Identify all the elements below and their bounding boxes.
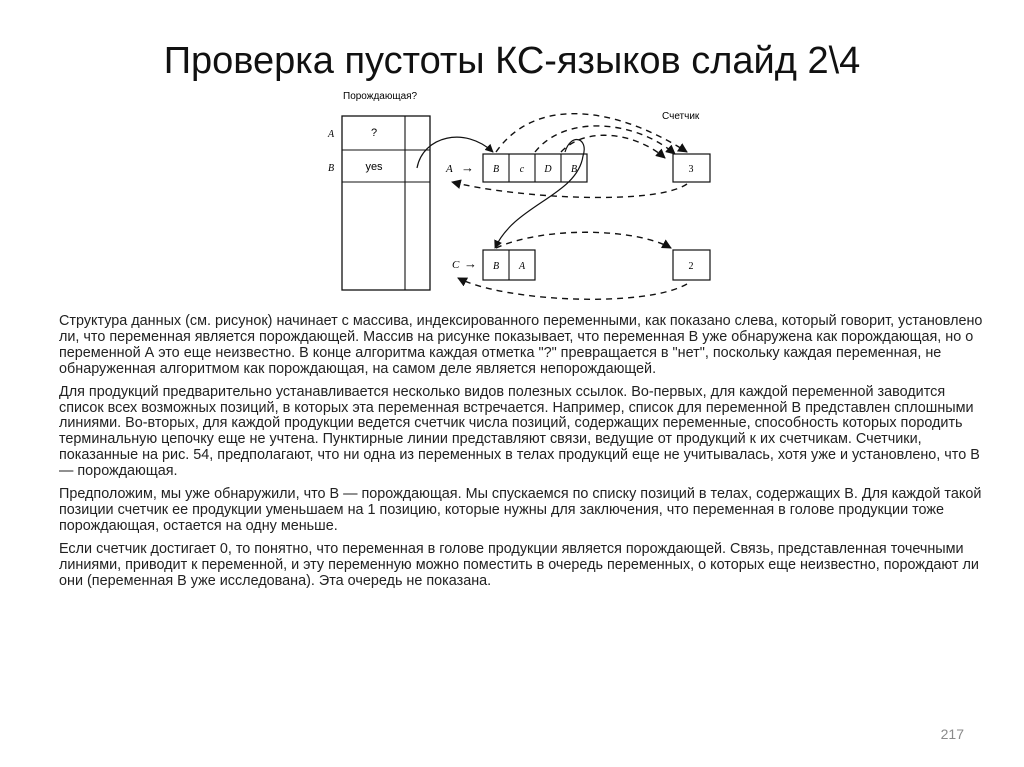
production-symbol: B [570,164,578,175]
counter-value: 2 [688,261,694,272]
paragraph: Если счетчик достигает 0, то понятно, что переменная в голове продукции является порождающей. Связь, представленная точечными линиями, приводит к переменной, и эту переменную можно поместить в очередь переменных, о которых еще неизвестно, порождают ли они (переменная В уже исследована). Эта очередь не показана. [59,540,979,589]
counter-link-arrows [452,114,687,300]
counter-value: 3 [688,164,694,175]
production-symbol: A [518,261,526,272]
array-header-label: Порождающая? [343,91,418,102]
production-body-c [483,250,535,280]
array-row-value: yes [365,161,383,173]
variable-array [342,116,430,290]
production-symbol: B [492,164,500,175]
page-number: 217 [940,726,964,742]
array-row-var: B [328,163,335,174]
production-head: C [452,259,460,271]
production-symbol: D [544,164,552,175]
counter-label: Счетчик [662,111,700,122]
data-structure-figure [315,86,735,308]
array-row-value: ? [370,127,378,139]
paragraph: Для продукций предварительно устанавливается несколько видов полезных ссылок. Во-первых, для каждой переменной заводится список всех возможных позиций, в которых эта переменная встречается. Например, список для переменной В представлен сплошными линиями. Во-вторых, для каждой продукции ведется счетчик числа позиций, содержащих переменные, способность которых породить терминальную цепочку еще не учтена. Пунктирные линии представляют связи, ведущие от продукций к их счетчикам. Счетчики, показанные на рис. 54, предполагают, что ни одна из переменных в телах продукций еще не учитывалась, хотя уже и установлено, что В — порождающая. [59,383,980,480]
paragraph: Структура данных (см. рисунок) начинает с массива, индексированного переменными, как показано слева, который говорит, установлено ли, что переменная является порождающей. Массив на рисунке показывает, что переменная В уже обнаружена как порождающая, но о переменной А это еще неизвестно. В конце алгоритма каждая отметка "?" превращается в "нет", поскольку каждая переменная, не обнаруженная алгоритмом как порождающая, на самом деле является непорождающей. [59,313,983,377]
production-head: A [446,163,453,175]
array-row-var: A [328,129,335,140]
slide-body [59,314,989,597]
production-symbol: c [519,164,525,175]
paragraph: Предположим, мы уже обнаружили, что В — порождающая. Мы спускаемся по списку позиций в телах, содержащих В. Для каждой такой позиции счетчик ее продукции уменьшаем на 1 позицию, которые нужны для заключения, что переменная в голове продукции тоже порождающая, остается на одну меньше. [59,486,982,534]
slide-title: Проверка пустоты КС-языков слайд 2\4 [163,40,861,82]
production-arrow: → [464,256,477,271]
production-symbol: B [492,261,500,272]
production-arrow: → [461,160,474,175]
